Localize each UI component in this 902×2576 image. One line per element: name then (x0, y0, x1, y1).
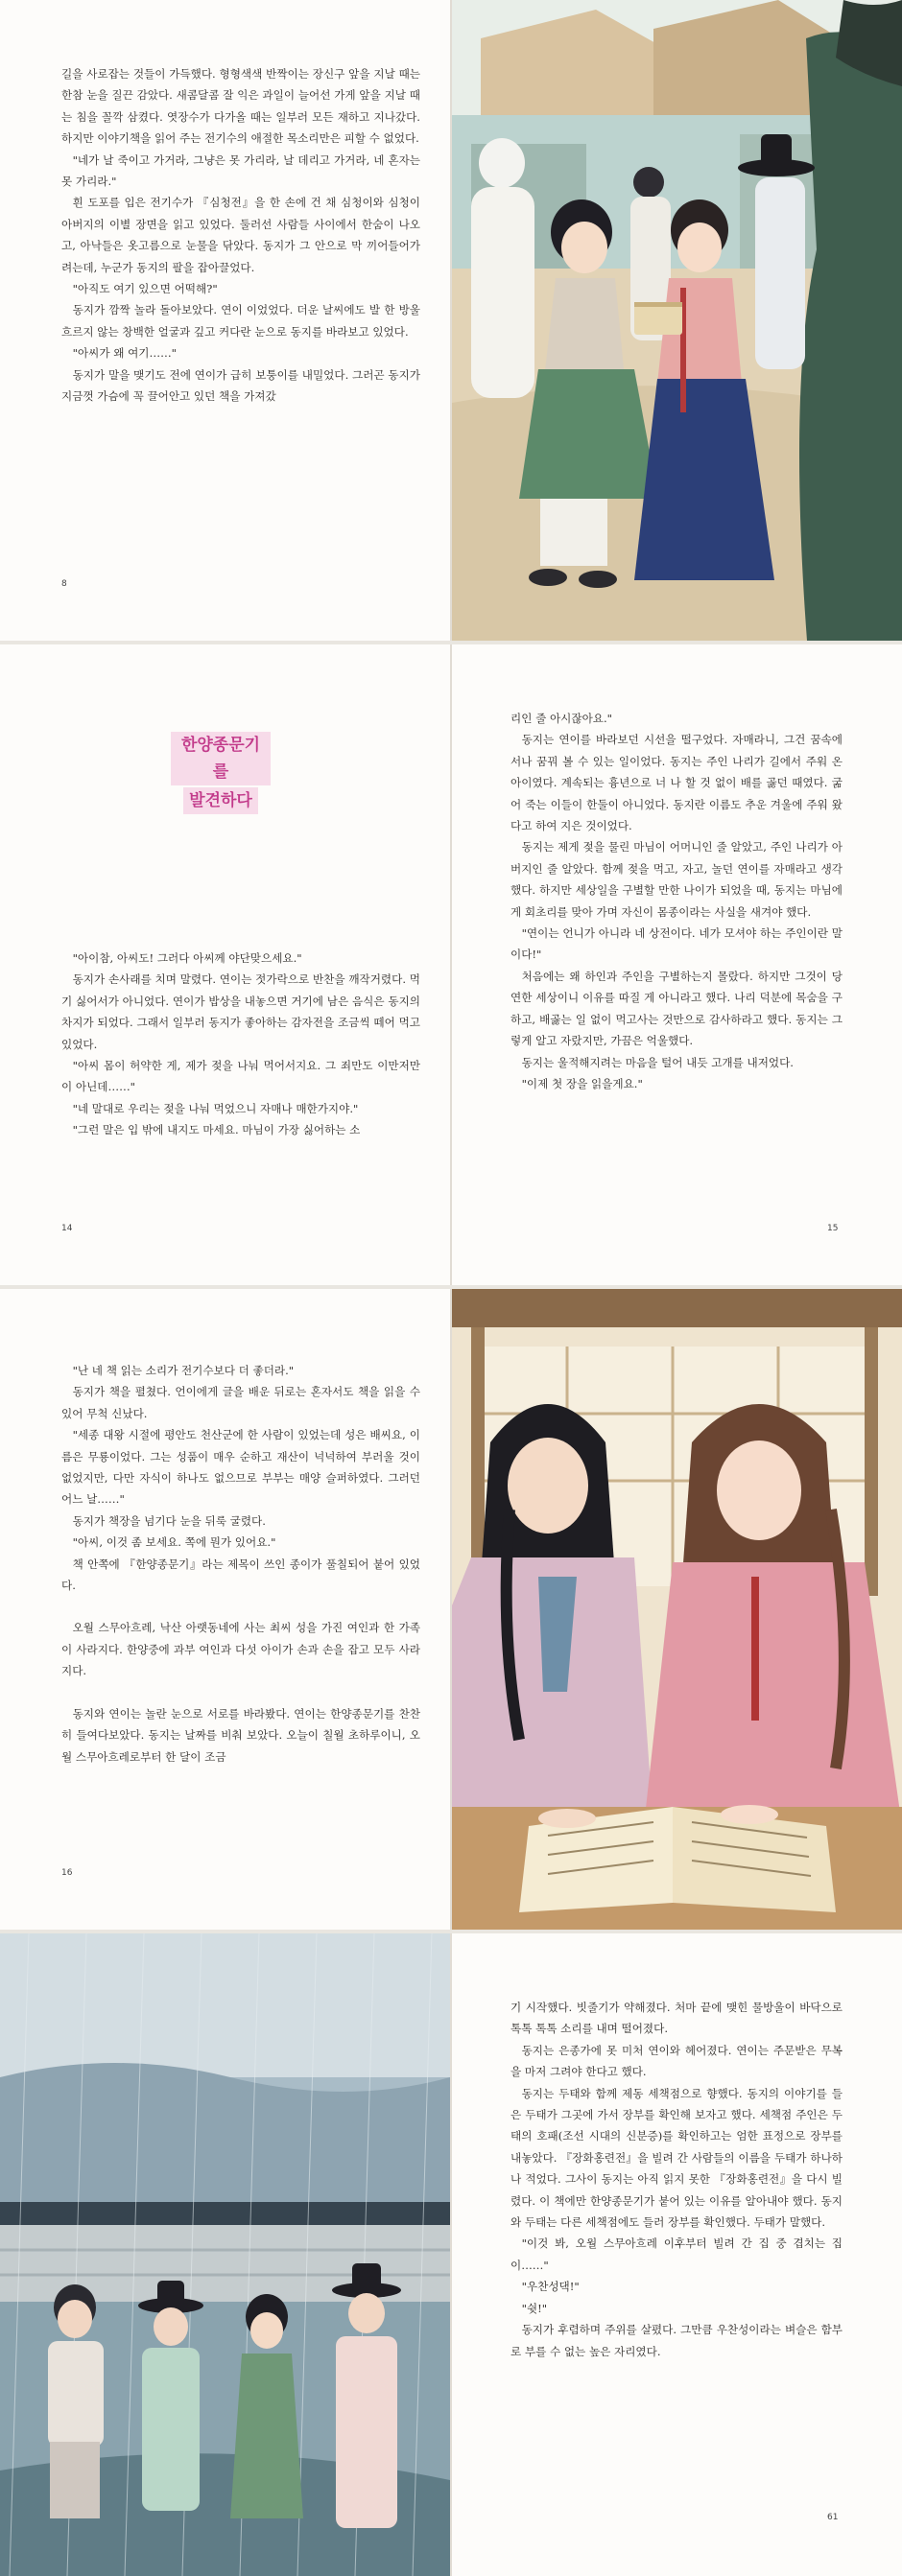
paragraph: 동지는 울적해지려는 마음을 털어 내듯 고개를 내저었다. (521, 1055, 794, 1069)
paragraph: "아직도 여기 있으면 어떡해?" (72, 282, 218, 296)
page-61-body (510, 1997, 843, 2362)
page-number: 8 (61, 579, 67, 589)
quoted-record: 오월 스무아흐레, 낙산 아랫동네에 사는 최씨 성을 가진 여인과 한 가족이 사라지다. 한양중에 과부 여인과 다섯 아이가 손과 손을 잡고 모두 사라지다. (61, 1621, 420, 1678)
market-illustration (452, 0, 902, 641)
paragraph: 동지가 말을 맺기도 전에 연이가 급히 보퉁이를 내밀었다. 그러곤 동지가 지금껏 가슴에 꼭 끌어안고 있던 책을 가져갔 (61, 367, 420, 404)
paragraph: 동지와 연이는 놀란 눈으로 서로를 바라봤다. 연이는 한양종문기를 찬찬히 들여다보았다. 동지는 날짜를 비춰 보았다. 오늘이 칠월 초하루이니, 오월 스무아흐레로부터 한 달이 조금 (61, 1706, 420, 1764)
chapter-title (171, 731, 271, 815)
paragraph: 동지는 은종가에 못 미처 연이와 헤어졌다. 연이는 주문받은 무복을 마저 그려야 한다고 했다. (510, 2043, 843, 2079)
paragraph: "그런 말은 입 밖에 내지도 마세요. 마님이 가장 싫어하는 소 (72, 1123, 361, 1137)
book-gutter (450, 1933, 452, 2576)
rain-illustration (0, 1933, 450, 2576)
paragraph: "아이참, 아씨도! 그러다 아씨께 야단맞으세요." (72, 951, 302, 965)
chapter-title-line: 발견하다 (183, 787, 258, 814)
page-number: 16 (61, 1868, 73, 1878)
page-number: 61 (827, 2513, 839, 2522)
page-14-body (61, 948, 420, 1141)
page-number: 15 (827, 1224, 839, 1233)
paragraph: 동지가 책장을 넘기다 눈을 뒤룩 굴렸다. (72, 1513, 266, 1528)
paragraph: 동지가 책을 펼쳤다. 언이에게 글을 배운 뒤로는 혼자서도 책을 읽을 수 있어 무척 신났다. (61, 1385, 420, 1420)
page-16-body (61, 1360, 420, 1768)
paragraph: 기 시작했다. 빗줄기가 약해졌다. 처마 끝에 맺힌 물방울이 바닥으로 톡톡 톡톡 소리를 내며 떨어졌다. (510, 2001, 843, 2036)
paragraph: 동지가 깜짝 놀라 돌아보았다. 연이 이었었다. 더운 날씨에도 발 한 방울 흐르지 않는 창백한 얼굴과 깊고 커다란 눈으로 동지를 바라보고 있었다. (61, 303, 420, 339)
paragraph: 흰 도포를 입은 전기수가 『심청전』을 한 손에 건 채 심청이와 심청이 아버지의 이별 장면을 읽고 있었다. 둘러선 사람들 사이에서 한숨이 나오고, 아낙들은 옷고름으로 눈물을 닦았다. 동지가 그 안으로 막 끼어들어가려는데, 누군가 동지의 팔을 잡아끌었다. (61, 196, 420, 274)
spread-pages-16-17 (0, 1289, 902, 1930)
paragraph: "쉿!" (521, 2301, 548, 2315)
paragraph: "아씨, 이것 좀 보세요. 쪽에 뭔가 있어요." (72, 1535, 276, 1550)
paragraph: "아씨가 왜 여기……" (72, 346, 178, 361)
paragraph: "이것 봐, 오월 스무아흐레 이후부터 빌려 간 집 중 겹치는 집이……" (510, 2236, 843, 2272)
paragraph: "연이는 언니가 아니라 네 상전이다. 네가 모셔야 하는 주인이란 말이다!" (510, 926, 843, 962)
page-8-body (61, 63, 420, 408)
spread-pages-60-61 (0, 1933, 902, 2576)
paragraph: 책 안쪽에 『한양종문기』라는 제목이 쓰인 종이가 풀칠되어 붙어 있었다. (61, 1557, 420, 1593)
book-gutter (450, 644, 452, 1285)
paragraph: "이제 첫 장을 읽을게요." (521, 1076, 643, 1090)
paragraph: "세종 대왕 시절에 평안도 천산군에 한 사람이 있었는데 성은 배씨요, 이름은 무룡이었다. 그는 성품이 매우 순하고 재산이 넉넉하여 부러울 것이 없었지만, 다만 자식이 하나도 없으므로 부부는 매양 슬퍼하였다. 그러던 어느 날……" (61, 1428, 420, 1507)
paragraph: 동지가 손사래를 치며 말렸다. 연이는 젓가락으로 반찬을 깨작거렸다. 먹기 싫어서가 아니었다. 연이가 밥상을 내놓으면 거기에 남은 음식은 동지의 차지가 되었다. 그래서 일부러 동지가 좋아하는 감자전을 조금씩 떼어 먹고 있었다. (61, 972, 420, 1051)
paragraph: 동지는 제게 젖을 물린 마님이 어머니인 줄 알았고, 주인 나리가 아버지인 줄 알았다. 함께 젖을 먹고, 자고, 놀던 연이를 자매라고 생각했다. 하지만 세상일을 구별할 만한 나이가 되었을 때, 동지는 마님에게 회초리를 맞아 가며 자신이 몸종이라는 사실을 새겨야 했다. (510, 840, 843, 919)
paragraph: 동지가 후렴하며 주위를 살폈다. 그만큼 우찬성이라는 벼슬은 함부로 부를 수 없는 높은 자리였다. (510, 2323, 843, 2358)
paragraph: "난 네 책 읽는 소리가 전기수보다 더 좋더라." (72, 1364, 295, 1377)
paragraph: "우찬성댁!" (521, 2280, 580, 2294)
paragraph: "아씨 몸이 허약한 게, 제가 젖을 나눠 먹어서지요. 그 죄만도 이만저만이 아닌데……" (61, 1059, 420, 1094)
spread-pages-8-9 (0, 0, 902, 641)
paragraph: 리인 줄 아시잖아요." (510, 712, 612, 725)
paragraph: "네가 날 죽이고 가거라, 그냥은 못 가리라, 날 데리고 가거라, 네 혼자는 못 가리라." (61, 152, 420, 189)
page-number: 14 (61, 1224, 73, 1233)
paragraph: 동지는 두태와 함께 제동 세책점으로 향했다. 동지의 이야기를 들은 두태가 그곳에 가서 장부를 확인해 보자고 했다. 세책점 주인은 두태의 호패(조선 시대의 신분증)를 확인하고는 엄한 표정으로 장부를 내놓았다. 『장화홍련전』을 빌려 간 사람들의 이름을 두태가 하나하나 적었다. 그사이 동지는 아직 읽지 못한 『장화홍련전』을 다시 빌렸다. 이 책에만 한양종문기가 붙어 있는 이유를 알아내야 했다. 동지와 두태는 다른 세책점에도 들러 장부를 확인했다. 두태가 말했다. (510, 2086, 843, 2230)
paragraph: 동지는 연이를 바라보던 시선을 떨구었다. 자매라니, 그건 꿈속에서나 꿈꿔 볼 수 있는 일이었다. 동지는 주인 나리가 길에서 주워 온 아이였다. 계속되는 흉년으로 너 나 할 것 없이 배를 곯던 때였다. 굶어 죽는 이들이 한둘이 아니었다. 동지란 이름도 추운 겨울에 주워 왔다고 하여 지은 것이었다. (510, 733, 843, 833)
reading-illustration (452, 1289, 902, 1930)
paragraph: 처음에는 왜 하인과 주인을 구별하는지 몰랐다. 하지만 그것이 당연한 세상이니 이유를 따질 게 아니라고 했다. 나리 덕분에 목숨을 구하고, 배곯는 일 없이 먹고사는 것만으로 감사하라고 했다. 동지는 그렇게 알고 자랐지만, 가끔은 억울했다. (510, 969, 843, 1048)
spread-pages-14-15 (0, 644, 902, 1285)
page-15-body (510, 708, 843, 1094)
paragraph: "네 말대로 우리는 젖을 나눠 먹었으니 자매나 매한가지야." (72, 1101, 359, 1115)
paragraph: 길을 사로잡는 것들이 가득했다. 형형색색 반짝이는 장신구 앞을 지날 때는 한참 눈을 질끈 감았다. 새콤달콤 잘 익은 과일이 늘어선 가게 앞을 지날 때는 침을 꼴깍 삼켰다. 엿장수가 다가올 때는 일부러 모든 재하고 지나갔다. 하지만 이야기책을 읽어 주는 전기수의 애절한 목소리만은 피할 수 없었다. (61, 67, 420, 146)
chapter-title-line: 한양종문기를 (171, 732, 271, 785)
